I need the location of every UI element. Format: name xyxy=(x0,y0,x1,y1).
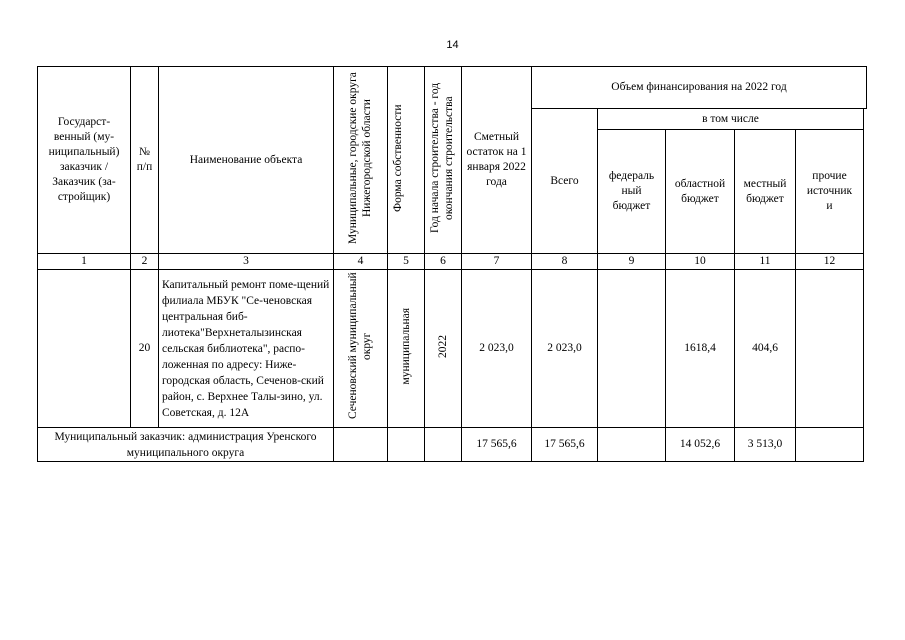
summary-empty-cell xyxy=(388,428,425,462)
row-municipality-cell xyxy=(334,270,388,428)
header-local xyxy=(735,130,796,254)
header-years-cell xyxy=(425,67,462,254)
header-local-text: местный бюджет xyxy=(743,177,787,205)
summary-total: 17 565,6 xyxy=(532,428,598,462)
row-municipality: Сеченовский муниципальный округ xyxy=(346,272,373,420)
summary-other xyxy=(796,428,864,462)
summary-empty-cell xyxy=(334,428,388,462)
header-customer: Государст-венный (му-ниципальный) заказчик / Заказчик (за-стройщик) xyxy=(38,67,131,254)
summary-regional: 14 052,6 xyxy=(666,428,735,462)
financing-table xyxy=(37,66,867,462)
row-federal xyxy=(598,270,666,428)
header-other xyxy=(796,130,864,254)
column-number: 7 xyxy=(462,254,532,270)
row-customer xyxy=(38,270,131,428)
table-row xyxy=(38,270,867,428)
column-number: 1 xyxy=(38,254,131,270)
row-number: 20 xyxy=(131,270,159,428)
header-total: Всего xyxy=(532,109,598,254)
row-ownership: муниципальная xyxy=(400,307,412,385)
row-estimate: 2 023,0 xyxy=(462,270,532,428)
row-regional: 1618,4 xyxy=(666,270,735,428)
summary-label-text: Муниципальный заказчик: администрация Уренского муниципального округа xyxy=(54,430,317,459)
row-object-name: Капитальный ремонт поме-щений филиала МБУК "Се-ченовская центральная биб-лиотека"Верхнеталызинская сельская библиотека", распо-ложенная по адресу: Ниже-городская область, Сеченов-ский район, с. Верхнее Талы-зино, ул. Советская, д. 12А xyxy=(159,270,334,428)
column-number: 5 xyxy=(388,254,425,270)
header-including: в том числе xyxy=(598,109,864,130)
header-estimate: Сметный остаток на 1 января 2022 года xyxy=(462,67,532,254)
header-federal xyxy=(598,130,666,254)
summary-local: 3 513,0 xyxy=(735,428,796,462)
header-ownership: Форма собственности xyxy=(392,103,404,212)
header-federal-text: федераль ный бюджет xyxy=(608,170,655,212)
summary-label xyxy=(38,428,334,462)
column-number: 8 xyxy=(532,254,598,270)
header-other-text: прочие источник и xyxy=(806,170,853,212)
column-number: 2 xyxy=(131,254,159,270)
header-number: № п/п xyxy=(131,67,159,254)
header-regional xyxy=(666,130,735,254)
column-number: 4 xyxy=(334,254,388,270)
row-years-cell xyxy=(425,270,462,428)
header-ownership-cell xyxy=(388,67,425,254)
header-financing: Объем финансирования на 2022 год xyxy=(532,67,867,109)
row-local: 404,6 xyxy=(735,270,796,428)
header-regional-text: областной бюджет xyxy=(674,177,726,205)
header-municipality-cell xyxy=(334,67,388,254)
column-number: 9 xyxy=(598,254,666,270)
summary-federal xyxy=(598,428,666,462)
row-years: 2022 xyxy=(437,334,449,358)
row-other xyxy=(796,270,864,428)
column-number-row xyxy=(38,254,867,270)
summary-empty-cell xyxy=(425,428,462,462)
page-number: 14 xyxy=(446,39,459,51)
column-number: 6 xyxy=(425,254,462,270)
header-years: Год начала строительства - год окончания строительства xyxy=(429,82,455,233)
column-number: 3 xyxy=(159,254,334,270)
column-number: 11 xyxy=(735,254,796,270)
header-municipality: Муниципальные, городские округа Нижегородской области xyxy=(346,71,373,244)
header-object-name: Наименование объекта xyxy=(159,67,334,254)
column-number: 12 xyxy=(796,254,864,270)
row-total: 2 023,0 xyxy=(532,270,598,428)
summary-row xyxy=(38,428,867,462)
summary-estimate: 17 565,6 xyxy=(462,428,532,462)
row-ownership-cell xyxy=(388,270,425,428)
column-number: 10 xyxy=(666,254,735,270)
